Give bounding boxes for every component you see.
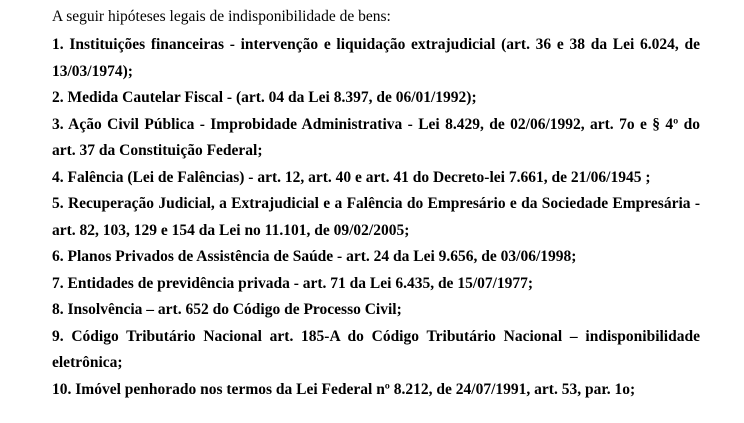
intro-text: A seguir hipóteses legais de indisponibilidade de bens: bbox=[52, 8, 391, 25]
list-item-6: 6. Planos Privados de Assistência de Saúde - art. 24 da Lei 9.656, de 03/06/1998; bbox=[52, 248, 577, 265]
list-item-10: 10. Imóvel penhorado nos termos da Lei Federal nº 8.212, de 24/07/1991, art. 53, par. 1o; bbox=[52, 380, 636, 398]
list-item-1: 1. Instituições financeiras - intervenção e liquidação extrajudicial (art. 36 e 38 da Lei 6.024, de 13/03/1974); bbox=[52, 36, 700, 80]
list-item-4: 4. Falência (Lei de Falências) - art. 12, art. 40 e art. 41 do Decreto-lei 7.661, de 21/06/1945 ; bbox=[52, 168, 651, 186]
list-item-7: 7. Entidades de previdência privada - art. 71 da Lei 6.435, de 15/07/1977; bbox=[52, 274, 534, 292]
list-item-8: 8. Insolvência – art. 652 do Código de Processo Civil; bbox=[52, 301, 402, 318]
list-item-2: 2. Medida Cautelar Fiscal - (art. 04 da Lei 8.397, de 06/01/1992); bbox=[52, 89, 477, 106]
list-item-3: 3. Ação Civil Pública - Improbidade Administrativa - Lei 8.429, de 02/06/1992, art. 7o e § 4º do art. 37 da Constituição Federal; bbox=[52, 115, 700, 159]
list-item-9: 9. Código Tributário Nacional art. 185-A do Código Tributário Nacional – indisponibilidade eletrônica; bbox=[52, 327, 700, 371]
document-page bbox=[52, 7, 700, 403]
list-item-5: 5. Recuperação Judicial, a Extrajudicial e a Falência do Empresário e da Sociedade Empresária - art. 82, 103, 129 e 154 da Lei no 11.101, de 09/02/2005; bbox=[52, 195, 700, 239]
hypotheses-list bbox=[52, 32, 700, 403]
